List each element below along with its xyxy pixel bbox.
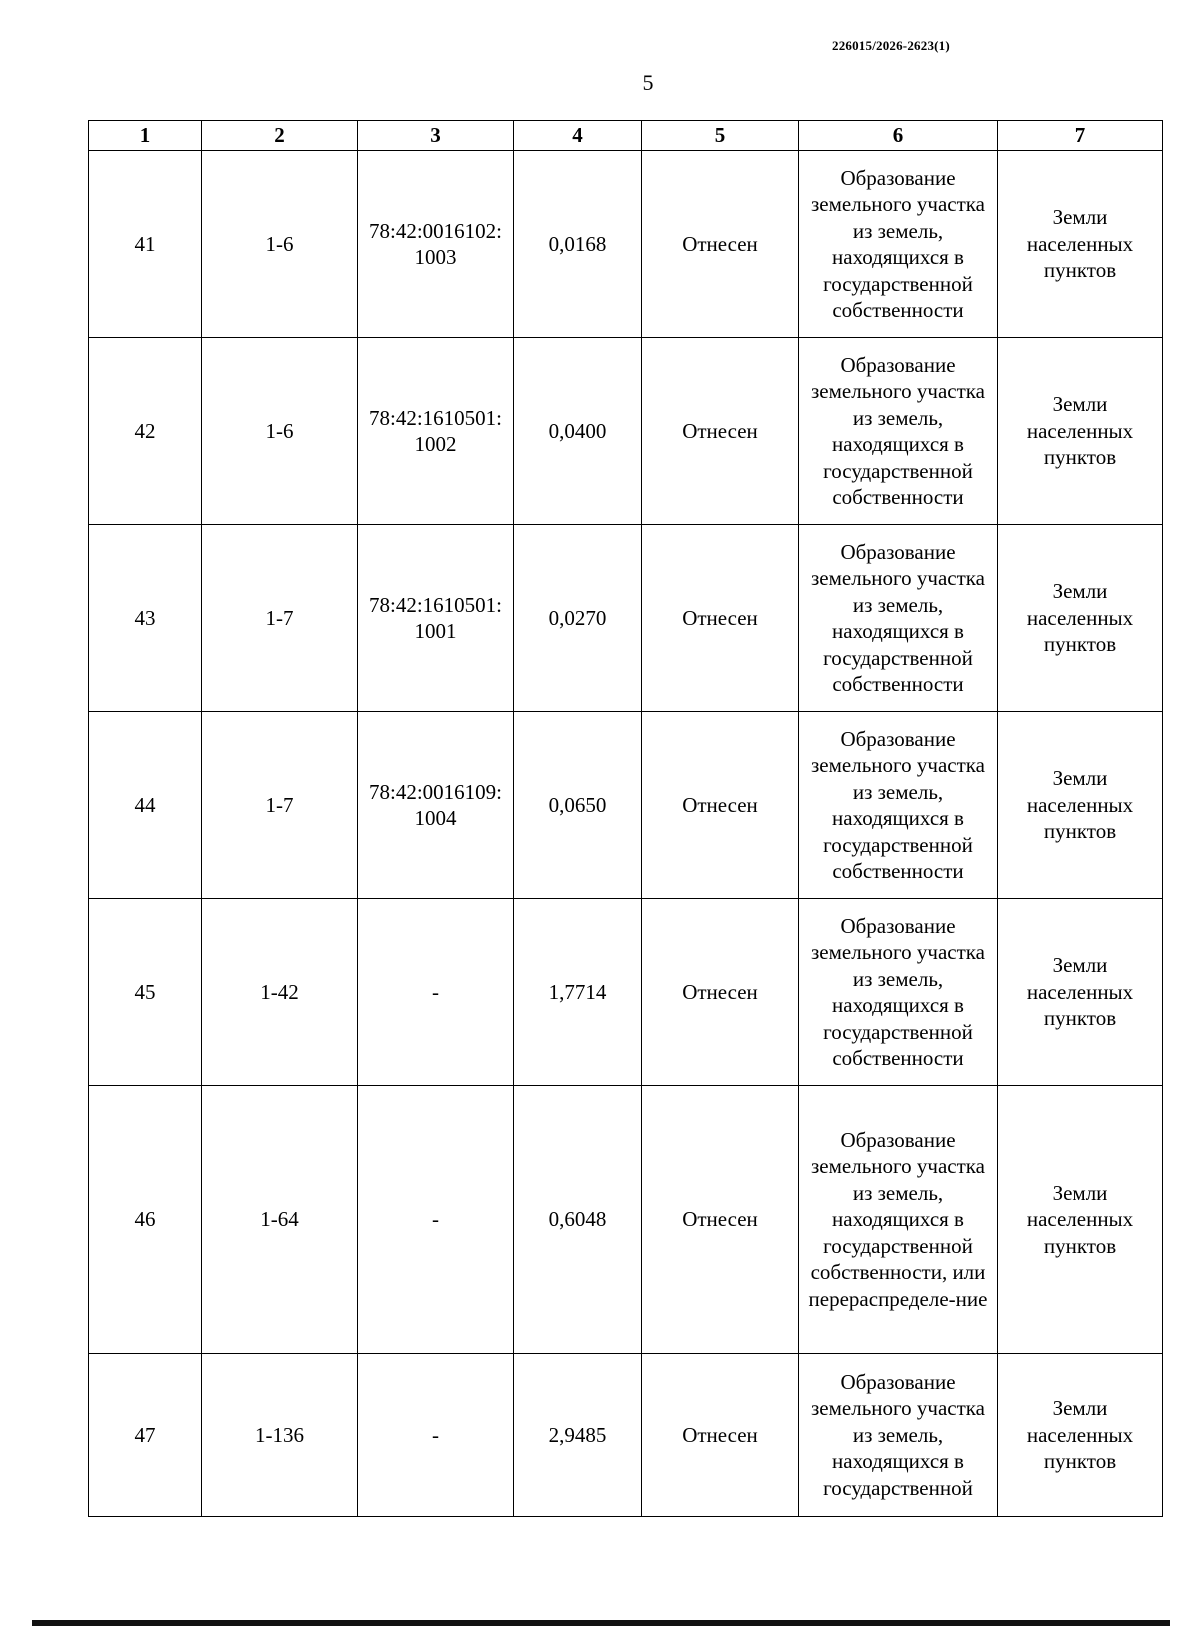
land-category [998, 712, 1163, 899]
page-number: 5 [642, 70, 654, 95]
table-row [89, 1086, 1163, 1354]
purpose-text: Образование земельного участка из земель, находящихся в государственной собственности [811, 352, 985, 509]
zone-id: 1-64 [202, 1086, 358, 1354]
land-category [998, 1354, 1163, 1517]
scan-edge-bar [32, 1620, 1170, 1626]
status-cell: Отнесен [642, 712, 799, 899]
status-cell: Отнесен [642, 525, 799, 712]
area-value: 2,9485 [514, 1354, 642, 1517]
area-value: 0,0650 [514, 712, 642, 899]
zone-id: 1-6 [202, 151, 358, 338]
column-header: 5 [642, 121, 799, 151]
table-row [89, 338, 1163, 525]
land-category [998, 899, 1163, 1086]
cadastral-number [358, 1086, 514, 1354]
cadastral-number [358, 525, 514, 712]
category-text: Земли населенных пунктов [1026, 1180, 1134, 1258]
status-cell: Отнесен [642, 899, 799, 1086]
purpose-text: Образование земельного участка из земель, находящихся в государственной [811, 1369, 985, 1500]
category-text: Земли населенных пунктов [1026, 205, 1134, 283]
purpose-text: Образование земельного участка из земель, находящихся в государственной собственности [811, 165, 985, 322]
purpose-text: Образование земельного участка из земель, находящихся в государственной собственности [811, 913, 985, 1070]
column-header: 1 [89, 121, 202, 151]
purpose-cell [799, 1086, 998, 1354]
purpose-cell [799, 151, 998, 338]
row-number: 44 [89, 712, 202, 899]
column-number-row [89, 121, 1163, 151]
cadastral-text: - [432, 979, 439, 1004]
row-number: 47 [89, 1354, 202, 1517]
purpose-text: Образование земельного участка из земель, находящихся в государственной собственности, или перераспределе-ние [808, 1127, 988, 1311]
row-number: 46 [89, 1086, 202, 1354]
table-row [89, 712, 1163, 899]
purpose-cell [799, 338, 998, 525]
cadastral-text: 78:42:1610501: 1001 [368, 592, 502, 643]
column-header: 4 [514, 121, 642, 151]
land-category [998, 525, 1163, 712]
area-value: 0,0168 [514, 151, 642, 338]
zone-id: 1-136 [202, 1354, 358, 1517]
cadastral-number [358, 899, 514, 1086]
category-text: Земли населенных пунктов [1026, 953, 1134, 1031]
area-value: 0,6048 [514, 1086, 642, 1354]
column-header: 6 [799, 121, 998, 151]
row-number: 42 [89, 338, 202, 525]
area-value: 0,0400 [514, 338, 642, 525]
category-text: Земли населенных пунктов [1026, 579, 1134, 657]
category-text: Земли населенных пунктов [1026, 766, 1134, 844]
category-text: Земли населенных пунктов [1026, 392, 1134, 470]
land-category [998, 338, 1163, 525]
category-text: Земли населенных пунктов [1026, 1396, 1134, 1474]
cadastral-text: 78:42:1610501: 1002 [368, 405, 502, 456]
purpose-cell [799, 899, 998, 1086]
cadastral-text: - [432, 1207, 439, 1232]
cadastral-number [358, 1354, 514, 1517]
purpose-cell [799, 1354, 998, 1517]
land-plots-table [88, 120, 1163, 1517]
zone-id: 1-6 [202, 338, 358, 525]
row-number: 43 [89, 525, 202, 712]
table-row [89, 1354, 1163, 1517]
zone-id: 1-42 [202, 899, 358, 1086]
table-row [89, 525, 1163, 712]
cadastral-text: 78:42:0016109: 1004 [368, 779, 502, 830]
status-cell: Отнесен [642, 338, 799, 525]
cadastral-number [358, 151, 514, 338]
purpose-text: Образование земельного участка из земель, находящихся в государственной собственности [811, 726, 985, 883]
area-value: 1,7714 [514, 899, 642, 1086]
row-number: 45 [89, 899, 202, 1086]
column-header: 3 [358, 121, 514, 151]
document-number: 226015/2026-2623(1) [832, 38, 950, 53]
zone-id: 1-7 [202, 712, 358, 899]
purpose-cell [799, 712, 998, 899]
table-row [89, 899, 1163, 1086]
status-cell: Отнесен [642, 151, 799, 338]
purpose-cell [799, 525, 998, 712]
land-category [998, 1086, 1163, 1354]
status-cell: Отнесен [642, 1086, 799, 1354]
status-cell: Отнесен [642, 1354, 799, 1517]
area-value: 0,0270 [514, 525, 642, 712]
column-header: 2 [202, 121, 358, 151]
cadastral-text: 78:42:0016102: 1003 [368, 218, 502, 269]
purpose-text: Образование земельного участка из земель, находящихся в государственной собственности [811, 539, 985, 696]
land-category [998, 151, 1163, 338]
column-header: 7 [998, 121, 1163, 151]
table-row [89, 151, 1163, 338]
cadastral-text: - [432, 1422, 439, 1447]
row-number: 41 [89, 151, 202, 338]
cadastral-number [358, 712, 514, 899]
zone-id: 1-7 [202, 525, 358, 712]
cadastral-number [358, 338, 514, 525]
